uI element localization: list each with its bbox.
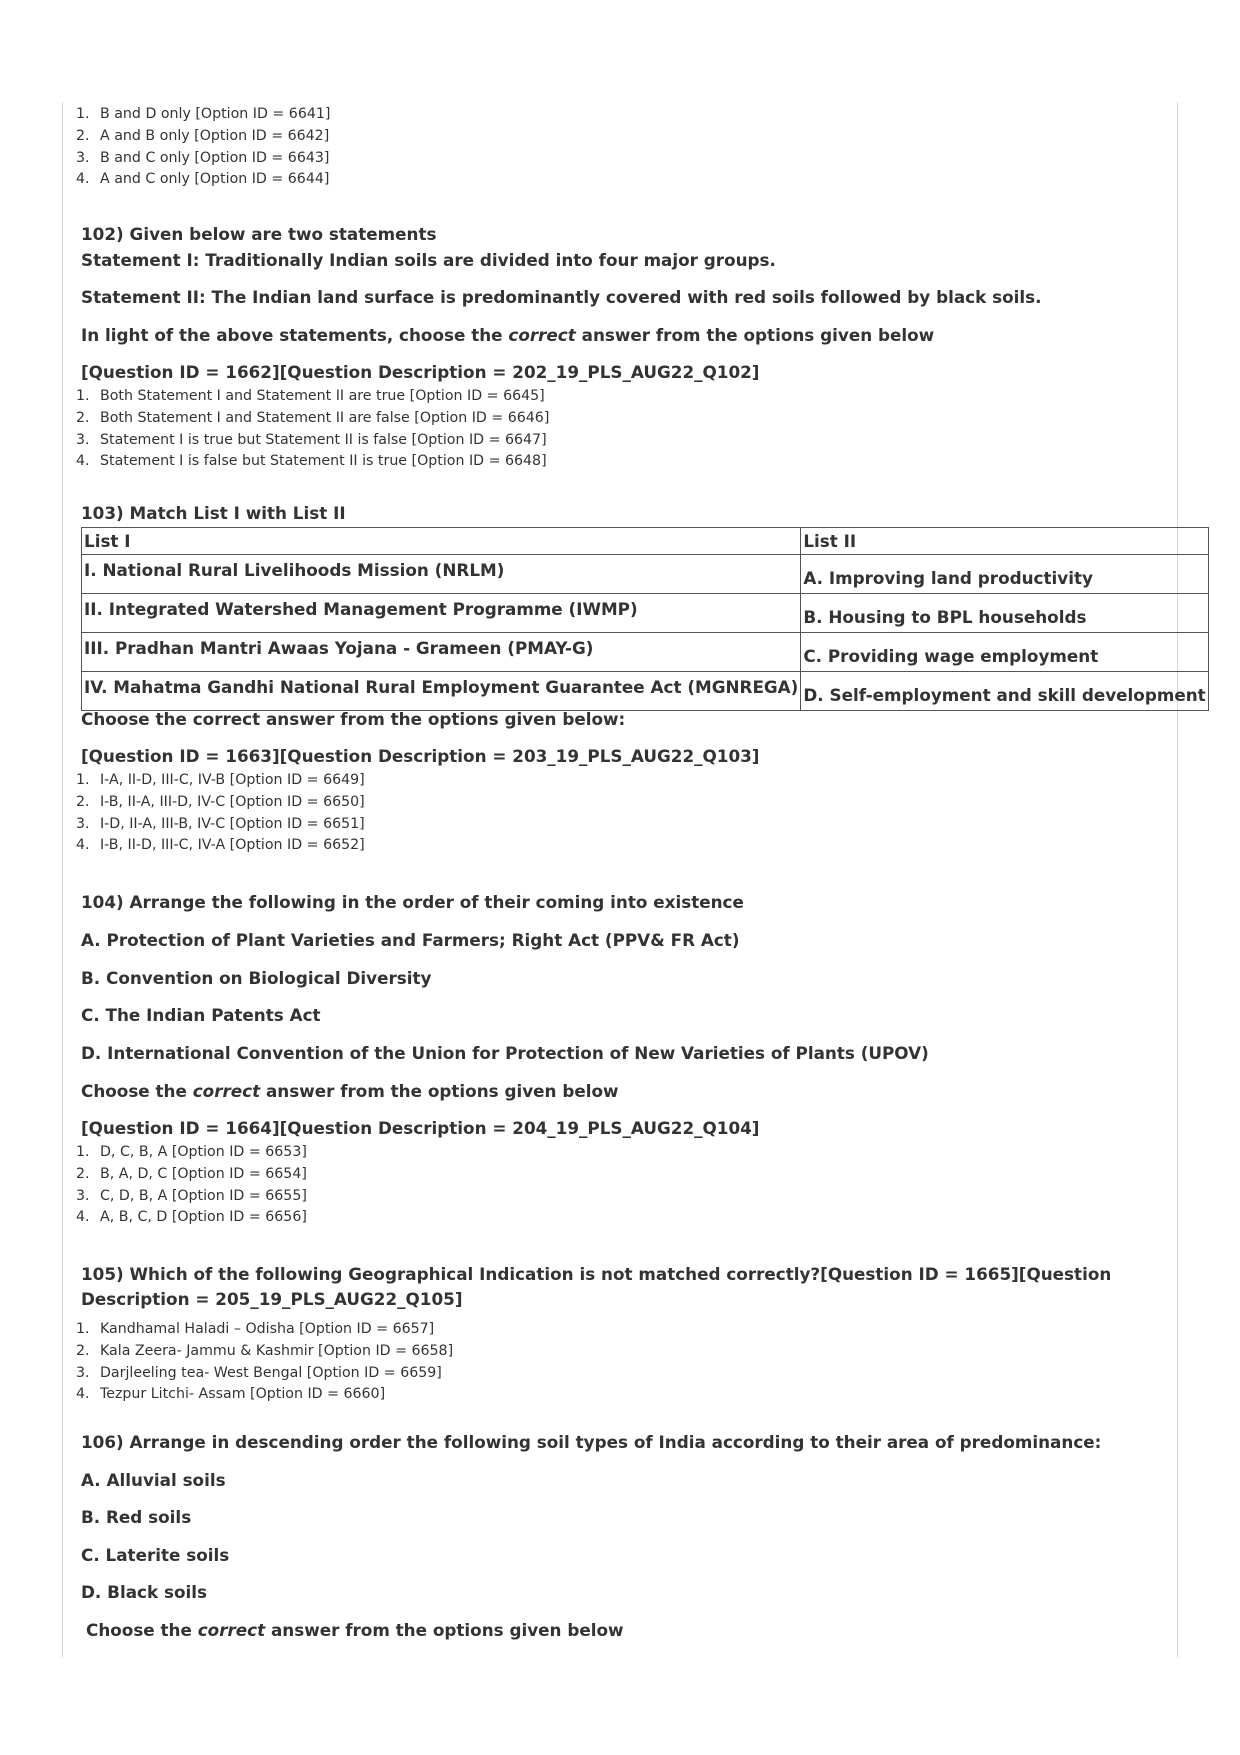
list-1-cell: I. National Rural Livelihoods Mission (NRLM) bbox=[82, 555, 801, 594]
table-row bbox=[82, 672, 1209, 711]
list-2-cell: A. Improving land productivity bbox=[801, 555, 1208, 594]
q104-instruction: Choose the correct answer from the options given below bbox=[81, 1081, 619, 1101]
option-item[interactable]: 2. A and B only [Option ID = 6642] bbox=[76, 127, 330, 144]
option-item[interactable]: 4. A and C only [Option ID = 6644] bbox=[76, 171, 330, 188]
q105-title: 105) Which of the following Geographical Indication is not matched correctly?[Question ID = 1665][Question Description = 205_19_PLS_AUG22_Q105] bbox=[81, 1264, 1112, 1309]
list-2-cell: C. Providing wage employment bbox=[801, 633, 1208, 672]
option-item[interactable]: 2. Kala Zeera- Jammu & Kashmir [Option ID = 6658] bbox=[76, 1342, 454, 1359]
q104-question-id: [Question ID = 1664][Question Description = 204_19_PLS_AUG22_Q104] bbox=[81, 1118, 760, 1138]
q106-item-c: C. Laterite soils bbox=[81, 1545, 230, 1565]
list-1-header: List I bbox=[82, 528, 801, 555]
q103-instruction: Choose the correct answer from the options given below: bbox=[81, 709, 626, 729]
q104-option-list bbox=[76, 1142, 307, 1229]
option-item[interactable]: 3. B and C only [Option ID = 6643] bbox=[76, 149, 330, 166]
table-row bbox=[82, 555, 1209, 594]
q106-item-b: B. Red soils bbox=[81, 1507, 192, 1527]
option-item[interactable]: 3. Statement I is true but Statement II is false [Option ID = 6647] bbox=[76, 431, 547, 448]
q103-question-id: [Question ID = 1663][Question Description = 203_19_PLS_AUG22_Q103] bbox=[81, 746, 760, 766]
q102-title: 102) Given below are two statements bbox=[81, 224, 437, 244]
q102-question-id: [Question ID = 1662][Question Description = 202_19_PLS_AUG22_Q102] bbox=[81, 362, 760, 382]
page-left-border bbox=[62, 102, 63, 1657]
q103-title: 103) Match List I with List II bbox=[81, 503, 346, 523]
q104-item-a: A. Protection of Plant Varieties and Farmers; Right Act (PPV& FR Act) bbox=[81, 930, 740, 950]
option-item[interactable]: 1. D, C, B, A [Option ID = 6653] bbox=[76, 1144, 307, 1160]
table-row bbox=[82, 633, 1209, 672]
q104-item-d: D. International Convention of the Union for Protection of New Varieties of Plants (UPOV) bbox=[81, 1043, 929, 1063]
q102-instruction: In light of the above statements, choose the correct answer from the options given below bbox=[81, 325, 935, 345]
table-row bbox=[82, 594, 1209, 633]
option-item[interactable]: 4. I-B, II-D, III-C, IV-A [Option ID = 6652] bbox=[76, 837, 365, 854]
list-2-cell: D. Self-employment and skill development bbox=[801, 672, 1208, 711]
list-2-header: List II bbox=[801, 528, 1208, 555]
option-item[interactable]: 2. B, A, D, C [Option ID = 6654] bbox=[76, 1165, 307, 1182]
list-1-cell: II. Integrated Watershed Management Programme (IWMP) bbox=[82, 594, 801, 633]
option-item[interactable]: 1. B and D only [Option ID = 6641] bbox=[76, 106, 331, 122]
q104-title: 104) Arrange the following in the order of their coming into existence bbox=[81, 892, 744, 912]
option-item[interactable]: 3. C, D, B, A [Option ID = 6655] bbox=[76, 1187, 307, 1204]
q106-instruction: Choose the correct answer from the options given below bbox=[86, 1620, 624, 1640]
list-1-cell: IV. Mahatma Gandhi National Rural Employment Guarantee Act (MGNREGA) bbox=[82, 672, 801, 711]
list-1-cell: III. Pradhan Mantri Awaas Yojana - Grameen (PMAY-G) bbox=[82, 633, 801, 672]
option-item[interactable]: 4. A, B, C, D [Option ID = 6656] bbox=[76, 1209, 307, 1226]
q104-item-b: B. Convention on Biological Diversity bbox=[81, 968, 432, 988]
list-2-cell: B. Housing to BPL households bbox=[801, 594, 1208, 633]
page-right-border bbox=[1177, 102, 1178, 1657]
option-item[interactable]: 2. I-B, II-A, III-D, IV-C [Option ID = 6650] bbox=[76, 793, 365, 810]
option-item[interactable]: 1. Both Statement I and Statement II are true [Option ID = 6645] bbox=[76, 388, 545, 404]
option-item[interactable]: 2. Both Statement I and Statement II are false [Option ID = 6646] bbox=[76, 409, 550, 426]
match-table bbox=[81, 527, 1209, 711]
option-item[interactable]: 4. Tezpur Litchi- Assam [Option ID = 6660] bbox=[76, 1386, 386, 1403]
q102-statement-2: Statement II: The Indian land surface is predominantly covered with red soils followed by black soils. bbox=[81, 287, 1042, 307]
option-item[interactable]: 4. Statement I is false but Statement II is true [Option ID = 6648] bbox=[76, 453, 547, 470]
q104-item-c: C. The Indian Patents Act bbox=[81, 1005, 321, 1025]
q106-item-a: A. Alluvial soils bbox=[81, 1470, 226, 1490]
q106-item-d: D. Black soils bbox=[81, 1582, 207, 1602]
q102-option-list bbox=[76, 386, 549, 473]
option-item[interactable]: 1. Kandhamal Haladi – Odisha [Option ID = 6657] bbox=[76, 1321, 435, 1337]
q102-statement-1: Statement I: Traditionally Indian soils are divided into four major groups. bbox=[81, 250, 776, 270]
option-item[interactable]: 3. Darjleeling tea- West Bengal [Option ID = 6659] bbox=[76, 1364, 442, 1381]
q103-option-list bbox=[76, 770, 365, 857]
q105-option-list bbox=[76, 1319, 453, 1406]
q101-option-list bbox=[76, 104, 330, 191]
option-item[interactable]: 1. I-A, II-D, III-C, IV-B [Option ID = 6649] bbox=[76, 772, 365, 788]
match-table-header-row bbox=[82, 528, 1209, 555]
option-item[interactable]: 3. I-D, II-A, III-B, IV-C [Option ID = 6651] bbox=[76, 815, 365, 832]
q106-title: 106) Arrange in descending order the following soil types of India according to their area of predominance: bbox=[81, 1432, 1102, 1452]
